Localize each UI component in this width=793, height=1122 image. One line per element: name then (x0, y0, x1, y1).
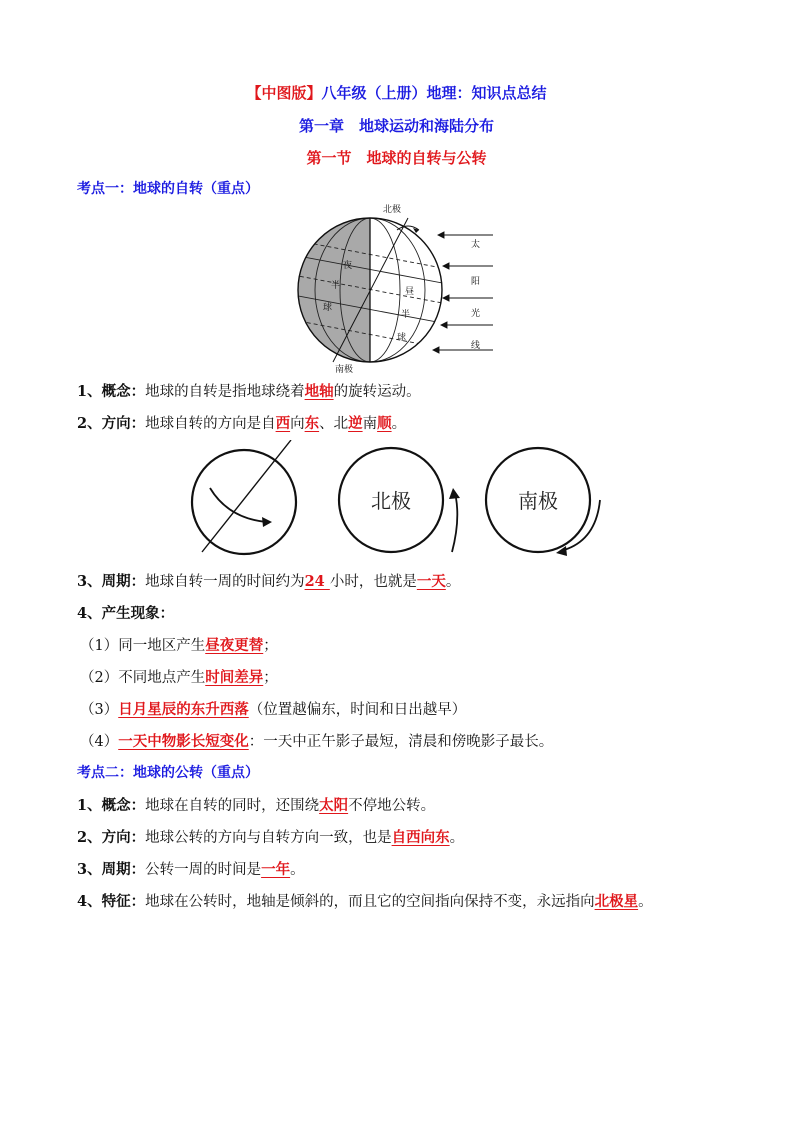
day-char-1: 昼 (405, 287, 415, 297)
sun-char-4: 线 (471, 341, 481, 351)
day-char-2: 半 (401, 310, 411, 320)
k2-item-direction: 2、方向：地球公转的方向与自转方向一致，也是自西向东。 (77, 829, 465, 846)
night-char-2: 半 (331, 281, 341, 291)
side-view-circle (192, 450, 296, 554)
k2-item-concept: 1、概念：地球在自转的同时，还围绕太阳不停地公转。 (77, 797, 436, 814)
north-pole-circle-label: 北极 (371, 489, 411, 513)
k1-phenomenon-2: （2）不同地点产生时间差异； (80, 669, 278, 686)
night-char-1: 夜 (343, 261, 353, 271)
sun-char-1: 太 (471, 240, 481, 250)
title-prefix: 【中图版】 (246, 84, 322, 102)
day-char-3: 球 (397, 333, 407, 343)
ccw-arrow-icon (452, 498, 457, 552)
k2-item-period: 3、周期：公转一周的时间是一年。 (77, 861, 305, 878)
section-title: 第一节 地球的自转与公转 (306, 149, 487, 167)
kaodian1-heading: 考点一：地球的自转（重点） (77, 181, 259, 197)
chapter-title: 第一章 地球运动和海陆分布 (298, 117, 494, 135)
sun-char-2: 阳 (471, 277, 481, 287)
k1-item-concept: 1、概念：地球的自转是指地球绕着地轴的旋转运动。 (77, 383, 421, 400)
globe-rotation-figure (293, 200, 493, 375)
document-title (0, 82, 793, 103)
k1-phenomenon-4: （4）一天中物影长短变化：一天中正午影子最短，清晨和傍晚影子最长。 (80, 733, 554, 750)
title-rest: 八年级（上册）地理：知识点总结 (321, 84, 547, 102)
night-char-3: 球 (323, 303, 333, 313)
k2-item-feature: 4、特征：地球在公转时，地轴是倾斜的，而且它的空间指向保持不变，永远指向北极星。 (77, 893, 653, 910)
south-pole-label: 南极 (335, 365, 354, 375)
kaodian2-heading: 考点二：地球的公转（重点） (77, 765, 259, 781)
k1-item-phenomena: 4、产生现象： (77, 605, 175, 622)
k1-phenomenon-1: （1）同一地区产生昼夜更替； (80, 637, 278, 654)
south-pole-circle-label: 南极 (518, 489, 558, 513)
north-pole-label: 北极 (383, 205, 402, 215)
sun-char-3: 光 (471, 309, 481, 319)
k1-item-period: 3、周期：地球自转一周的时间约为24 小时，也就是一天。 (77, 573, 461, 590)
k1-phenomenon-3: （3）日月星辰的东升西落（位置越偏东，时间和日出越早） (80, 701, 467, 718)
k1-item-direction: 2、方向：地球自转的方向是自西向东、北逆南顺。 (77, 415, 407, 432)
rotation-direction-figure (188, 440, 608, 560)
side-view-arrow-icon (210, 488, 266, 522)
